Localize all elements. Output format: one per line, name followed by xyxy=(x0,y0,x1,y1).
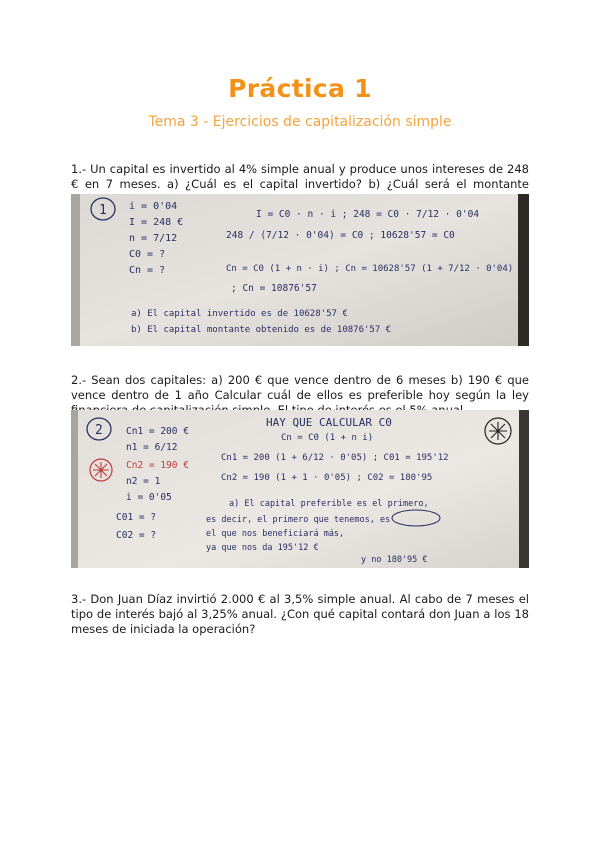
hw-given-line: n = 7/12 xyxy=(129,233,178,244)
hw-answer-line: y no 180'95 € xyxy=(361,555,428,565)
exercise-2-statement: 2.- Sean dos capitales: a) 200 € que vence dentro de 6 meses b) 190 € que vence dentro de 1 año Calcular cuál de ellos es preferible hoy según la ley xyxy=(71,372,529,402)
exercise-1-statement: 1.- Un capital es invertido al 4% simple anual y produce unos intereses de 248 € en 7 meses. a) ¿Cuál es el capital invertido? b) ¿Cuál será el montante xyxy=(71,161,529,191)
page-title: Práctica 1 xyxy=(228,74,372,103)
hw-working-line: I = C0 · n · i ; 248 = C0 · 7/12 · 0'04 xyxy=(256,209,480,220)
hw-working-line: Cn = C0 (1 + n · i) ; Cn = 10628'57 (1 + 7/12 · 0'04) xyxy=(226,264,514,274)
hw-working-line: Cn1 = 200 (1 + 6/12 · 0'05) ; C01 = 195'12 xyxy=(221,453,449,463)
hw-given-line: i = 0'04 xyxy=(129,201,178,212)
hw-heading: HAY QUE CALCULAR C0 xyxy=(266,416,392,429)
hw-given-line: I = 248 € xyxy=(129,217,184,228)
hw-working-line: ; Cn = 10876'57 xyxy=(231,283,317,294)
hw-given-line: i = 0'05 xyxy=(126,492,172,503)
hw-exercise-number: 1 xyxy=(99,203,107,218)
hw-given-line: C01 = ? xyxy=(116,512,157,523)
red-star-mark xyxy=(90,459,112,481)
exercise-3-statement: 3.- Don Juan Díaz invirtió 2.000 € al 3,5% simple anual. Al cabo de 7 meses el tipo de interés bajó al 3,25% anual. ¿Con qué capital contará don Juan a los 18 meses de iniciada la operación? xyxy=(71,591,529,636)
handwritten-solution-1 xyxy=(71,194,529,346)
page-subtitle: Tema 3 - Ejercicios de capitalización simple xyxy=(148,114,452,130)
hw-given-line: C02 = ? xyxy=(116,530,157,541)
hw-answer-line: a) El capital preferible es el primero, xyxy=(229,499,429,509)
hw-answer-line: a) El capital invertido es de 10628'57 € xyxy=(131,309,348,319)
hw-given-line: Cn = ? xyxy=(129,265,166,276)
handwritten-solution-2 xyxy=(71,410,529,568)
hw-given-line: Cn1 = 200 € xyxy=(126,426,189,437)
hw-given-line: n1 = 6/12 xyxy=(126,442,178,453)
hw-answer-line: b) El capital montante obtenido es de 10876'57 € xyxy=(131,325,392,335)
hw-given-line: n2 = 1 xyxy=(126,476,161,487)
hw-answer-line: ya que nos da 195'12 € xyxy=(206,543,319,553)
hw-working-line: Cn2 = 190 (1 + 1 · 0'05) ; C02 = 180'95 xyxy=(221,473,433,483)
exercise-1-handwritten-photo xyxy=(71,194,529,346)
hw-exercise-number: 2 xyxy=(95,423,103,438)
hw-answer-line: es decir, el primero que tenemos, es xyxy=(206,515,391,525)
exercise-2-handwritten-photo xyxy=(71,410,529,568)
hw-given-line: Cn2 = 190 € xyxy=(126,460,189,471)
hw-formula: Cn = C0 (1 + n i) xyxy=(281,433,374,443)
hw-answer-line: el que nos beneficiará más, xyxy=(206,529,345,539)
hw-working-line: 248 / (7/12 · 0'04) = C0 ; 10628'57 = C0 xyxy=(226,230,455,241)
hw-given-line: C0 = ? xyxy=(129,249,166,260)
